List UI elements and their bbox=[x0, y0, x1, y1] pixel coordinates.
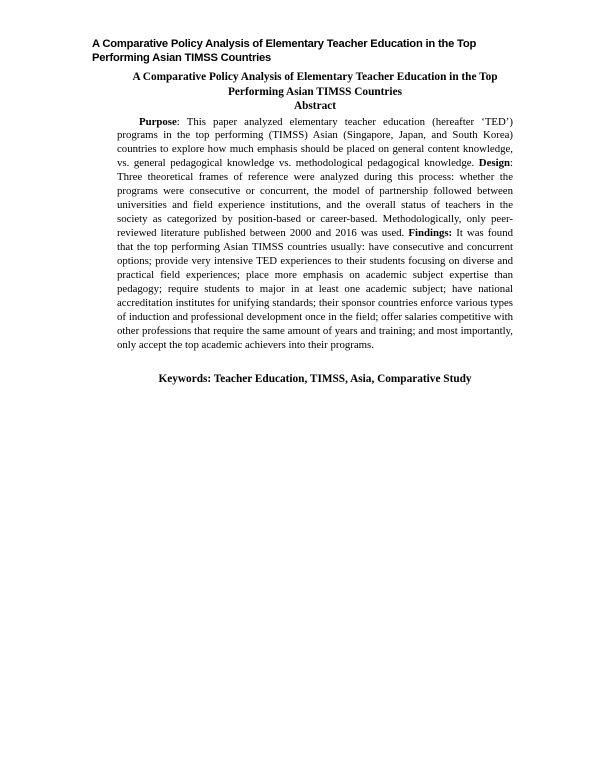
purpose-text: : This paper analyzed elementary teacher education (hereafter ‘TED’) programs in the top performing (TIMSS) Asian (Singapore, Japan, and South Korea) countries to explore how much emphasis should be placed on general content knowledge, vs. general pedagogical knowledge vs. methodological pedagogical knowledge. bbox=[117, 115, 513, 170]
abstract-heading: Abstract bbox=[293, 100, 337, 112]
design-text: : Three theoretical frames of reference were analyzed during this process: whether the programs were consecutive or concurrent, the model of partnership followed between universities and field experience institutions, and the overall status of teachers in the society as categorized by position-based or career-based. Methodologically, only peer-reviewed literature published between 2000 and 2016 was used. bbox=[117, 157, 513, 240]
findings-text: It was found that the top performing Asian TIMSS countries usually: have consecutive and concurrent options; provide very intensive TED experiences to their students focusing on diverse and practical field experiences; place more emphasis on academic subject expertise than pedagogy; require students to major in at least one academic subject; have national accreditation institutes for unifying standards; their sponsor countries enforce various types of induction and professional development once in the field; offer salaries competitive with other professions that require the same amount of years and training; and most importantly, only accept the top academic achievers into their programs. bbox=[117, 227, 513, 351]
purpose-label: Purpose bbox=[139, 115, 177, 128]
design-label: Design bbox=[478, 157, 510, 170]
page-body bbox=[117, 70, 513, 386]
paper-title: A Comparative Policy Analysis of Elementary Teacher Education in the Top Performing Asian TIMSS Countries bbox=[132, 71, 498, 98]
running-title: A Comparative Policy Analysis of Elementary Teacher Education in the Top Performing Asian TIMSS Countries bbox=[92, 38, 477, 64]
abstract-text bbox=[117, 116, 513, 353]
keywords: Keywords: Teacher Education, TIMSS, Asia, Comparative Study bbox=[158, 372, 472, 385]
findings-label: Findings: bbox=[408, 227, 453, 240]
